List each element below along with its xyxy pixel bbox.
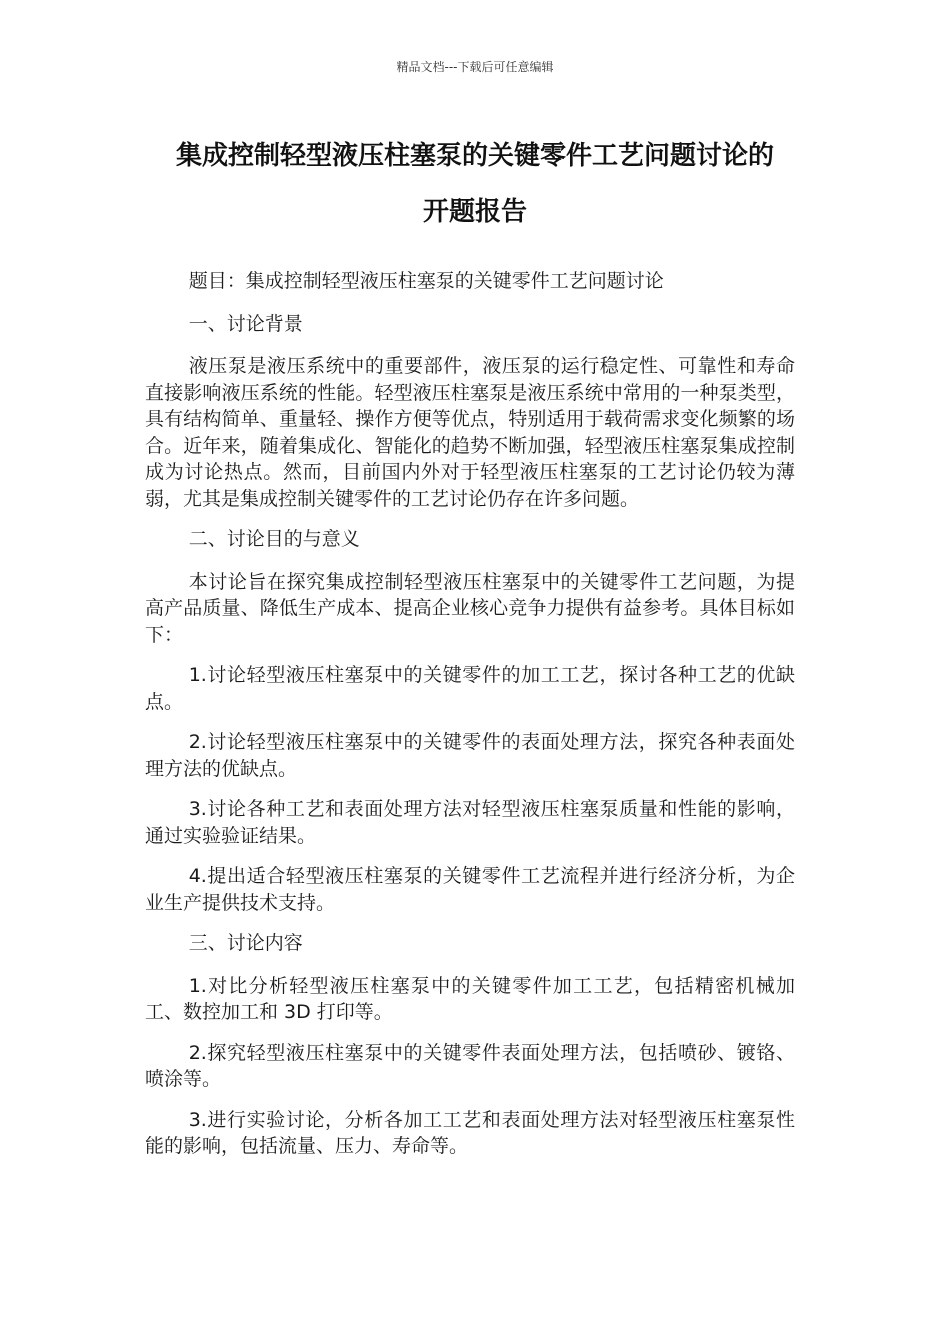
- topic-line: 题目：集成控制轻型液压柱塞泵的关键零件工艺问题讨论: [188, 270, 664, 292]
- section-2-item: 2.讨论轻型液压柱塞泵中的关键零件的表面处理方法，探究各种表面处理方法的优缺点。: [145, 731, 795, 780]
- header-note: 精品文档---下载后可任意编辑: [396, 60, 554, 74]
- section-2-item: 1.讨论轻型液压柱塞泵中的关键零件的加工工艺，探讨各种工艺的优缺点。: [145, 664, 795, 713]
- section-3-item: 2.探究轻型液压柱塞泵中的关键零件表面处理方法，包括喷砂、镀铬、喷涂等。: [145, 1041, 795, 1090]
- document-title-line-1: 集成控制轻型液压柱塞泵的关键零件工艺问题讨论的: [175, 141, 774, 171]
- section-3-item: 3.进行实验讨论，分析各加工工艺和表面处理方法对轻型液压柱塞泵性能的影响，包括流量、压力、寿命等。: [145, 1108, 795, 1157]
- section-2-intro: 本讨论旨在探究集成控制轻型液压柱塞泵中的关键零件工艺问题，为提高产品质量、降低生产成本、提高企业核心竞争力提供有益参考。具体目标如下：: [145, 570, 795, 646]
- section-2-item: 3.讨论各种工艺和表面处理方法对轻型液压柱塞泵质量和性能的影响，通过实验验证结果。: [145, 798, 795, 847]
- section-3-heading: 三、讨论内容: [188, 932, 303, 954]
- document-body: [145, 268, 795, 1174]
- section-3-item: 1.对比分析轻型液压柱塞泵中的关键零件加工工艺，包括精密机械加工、数控加工和 3D 打印等。: [145, 974, 795, 1023]
- section-1-heading: 一、讨论背景: [188, 312, 303, 335]
- section-2-item: 4.提出适合轻型液压柱塞泵的关键零件工艺流程并进行经济分析，为企业生产提供技术支持。: [145, 865, 795, 914]
- section-2-heading: 二、讨论目的与意义: [188, 528, 360, 550]
- document-title-line-2: 开题报告: [422, 197, 527, 227]
- section-1-paragraph: 液压泵是液压系统中的重要部件，液压泵的运行稳定性、可靠性和寿命直接影响液压系统的性能。轻型液压柱塞泵是液压系统中常用的一种泵类型，具有结构简单、重量轻、操作方便等优点，特别适用于载荷需求变化频繁的场合。近年来，随着集成化、智能化的趋势不断加强，轻型液压柱塞泵集成控制成为讨论热点。然而，目前国内外对于轻型液压柱塞泵的工艺讨论仍较为薄弱，尤其是集成控制关键零件的工艺讨论仍存在许多问题。: [145, 355, 795, 510]
